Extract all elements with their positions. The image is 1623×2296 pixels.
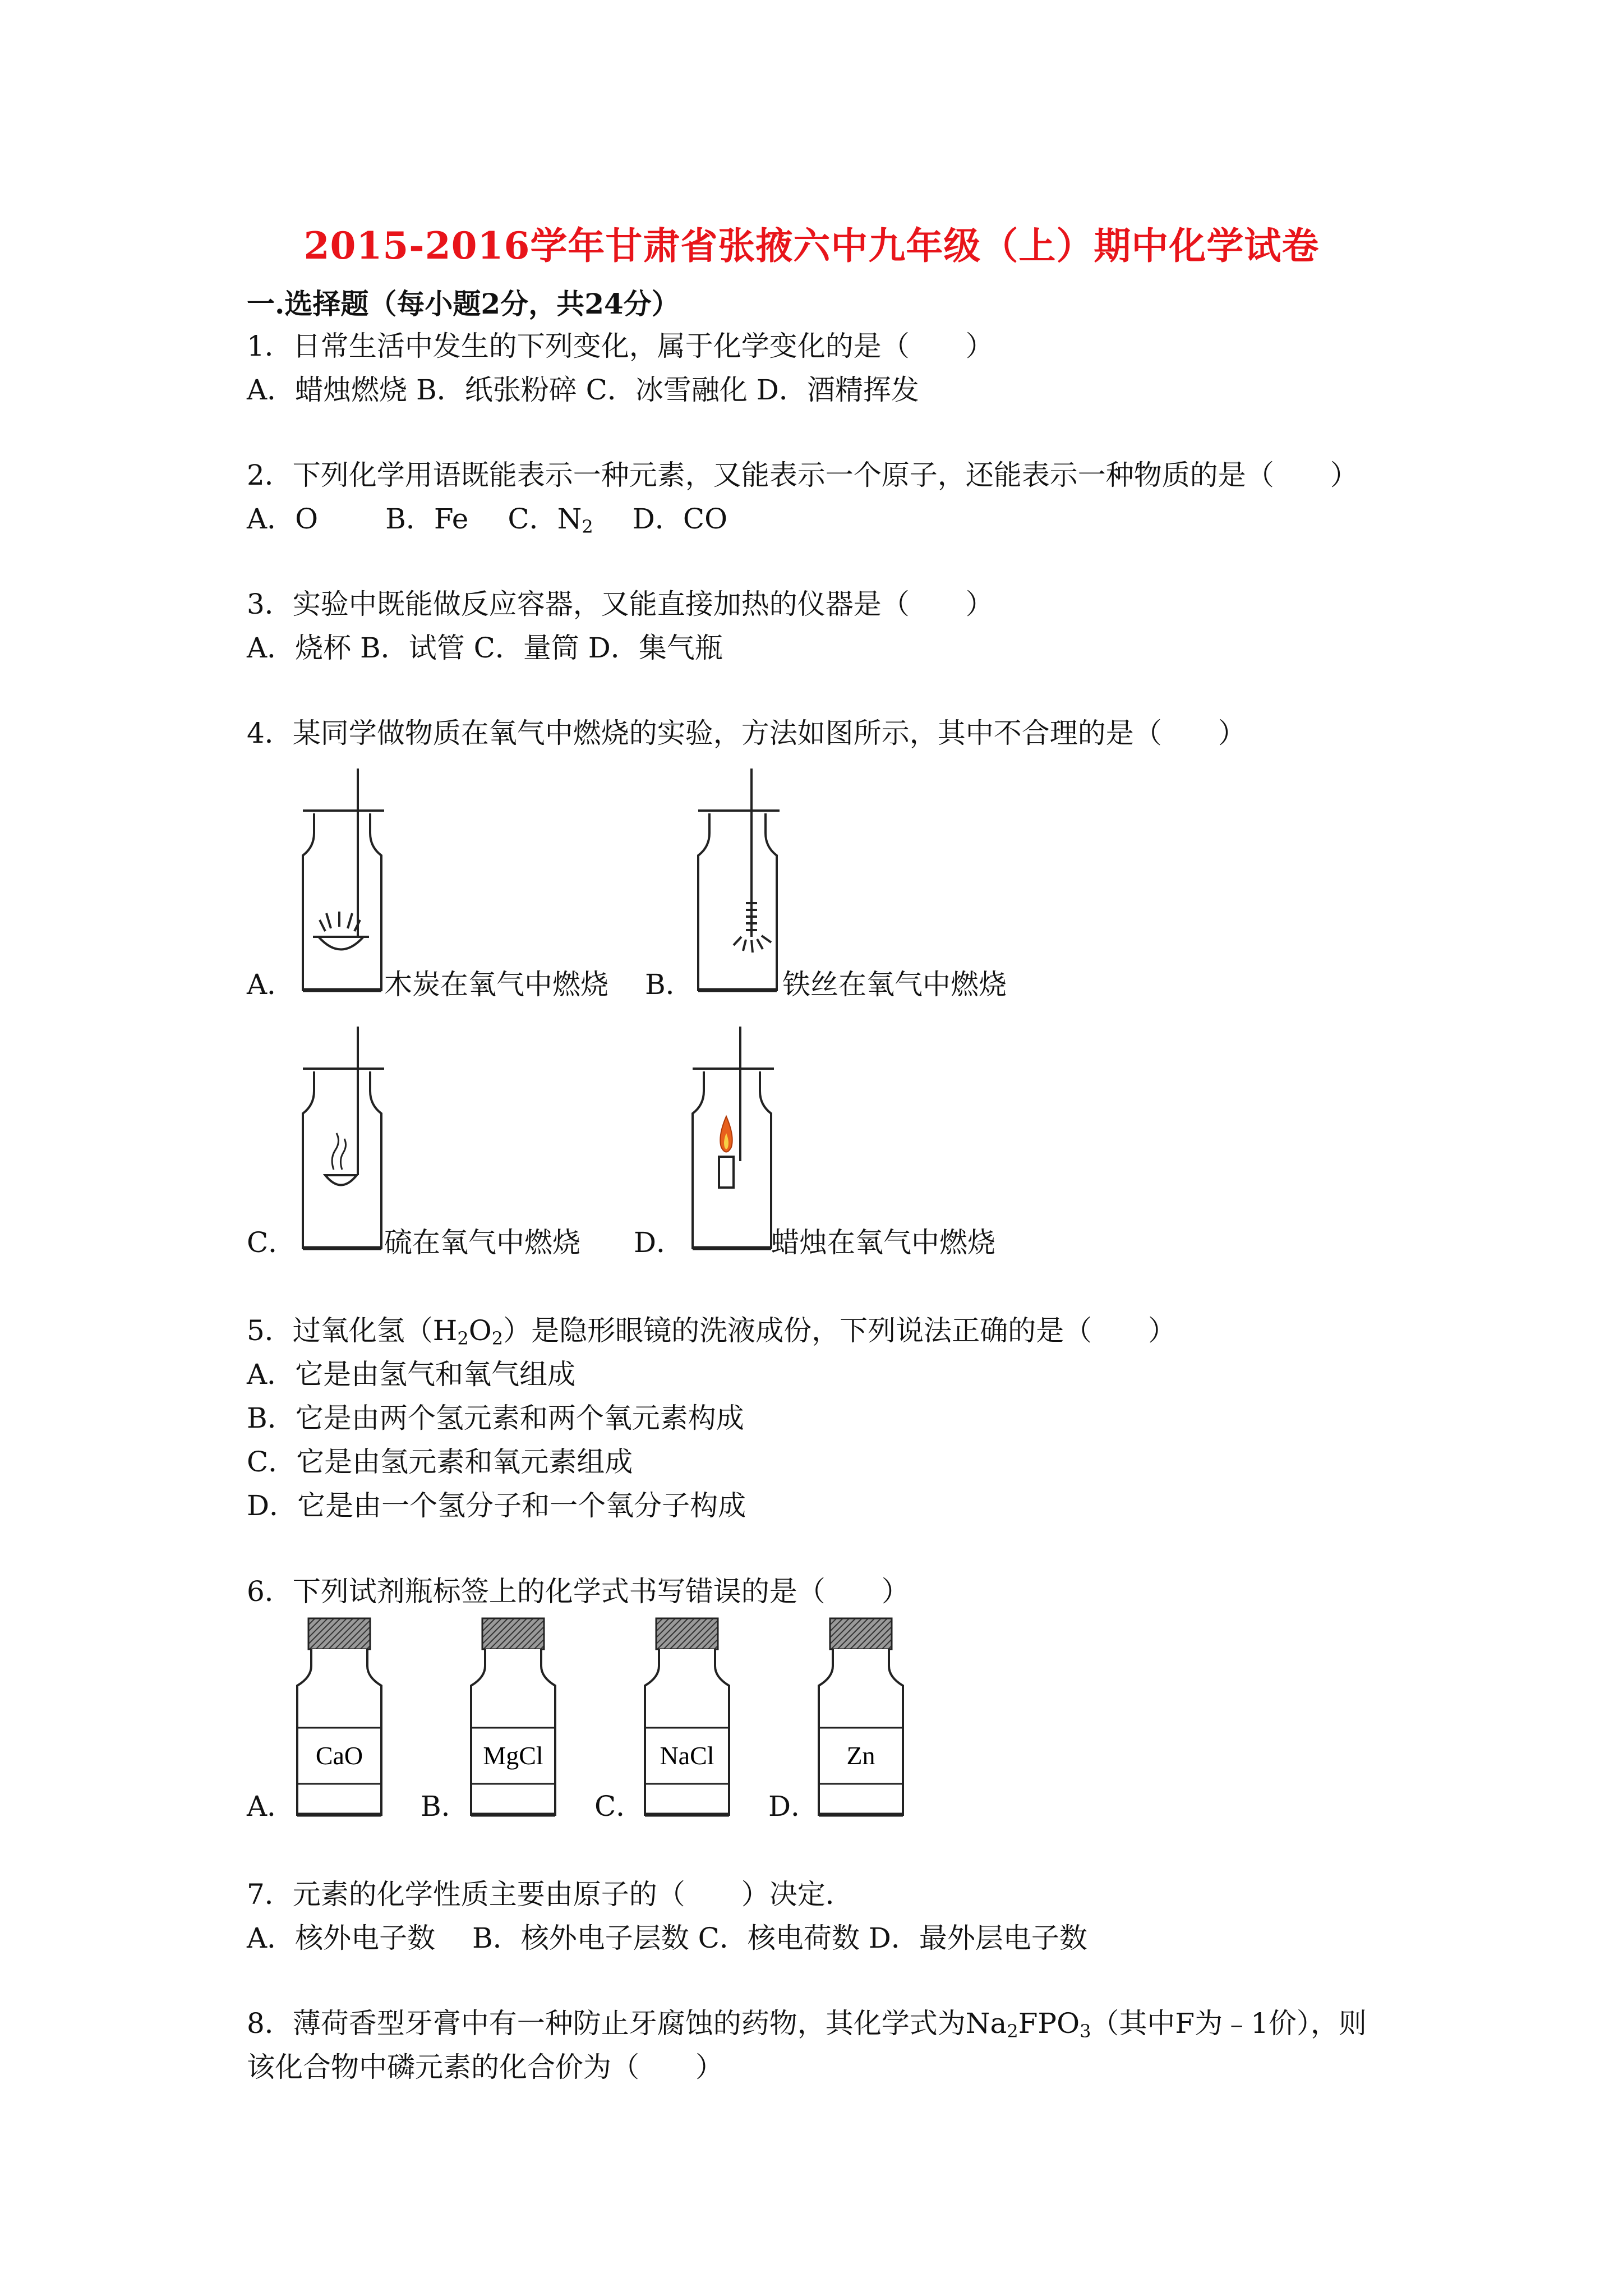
question-8-stem-continued: 该化合物中磷元素的化合价为（ ） <box>247 2051 723 2083</box>
option-b: B．Fe <box>385 503 469 535</box>
option-c-caption: 硫在氧气中燃烧 <box>384 1226 580 1259</box>
question-7-stem: 7．元素的化学性质主要由原子的（ ）决定． <box>247 1878 854 1911</box>
question-2-options <box>247 501 727 537</box>
option-letter-c: C． <box>594 1790 644 1823</box>
option-a: A．O <box>247 503 319 535</box>
bottle-label-c: NaCl <box>660 1741 714 1770</box>
charcoal-burning-bottle-figure <box>292 769 393 993</box>
option-a-letter: A． <box>247 968 296 1001</box>
reagent-bottle-b <box>465 1616 561 1818</box>
question-3-stem: 3．实验中既能做反应容器，又能直接加热的仪器是（ ） <box>247 588 994 620</box>
question-3-options: A．烧杯 B．试管 C．量筒 D．集气瓶 <box>247 632 723 664</box>
question-5-option-b: B．它是由两个氢元素和两个氧元素构成 <box>247 1402 744 1434</box>
question-6-stem: 6．下列试剂瓶标签上的化学式书写错误的是（ ） <box>247 1575 910 1608</box>
option-d-letter: D． <box>634 1226 685 1259</box>
iron-wire-burning-bottle-figure <box>690 769 791 993</box>
sulfur-burning-bottle-figure <box>292 1027 393 1251</box>
option-d: D．CO <box>632 503 728 535</box>
question-8-stem: 8．薄荷香型牙膏中有一种防止牙腐蚀的药物，其化学式为$Na_2FPO_3$（其中F为﹣1价），则 <box>247 2007 1367 2042</box>
bottle-label-a: CaO <box>315 1741 363 1770</box>
option-letter-a: A． <box>247 1790 296 1823</box>
option-b-letter: B． <box>645 968 694 1001</box>
question-5-option-a: A．它是由氢气和氧气组成 <box>247 1358 576 1391</box>
bottle-label-d: Zn <box>846 1741 875 1770</box>
section-heading: 一.选择题（每小题2分，共24分） <box>247 287 680 320</box>
question-7-options: A．核外电子数 B．核外电子层数 C．核电荷数 D．最外层电子数 <box>247 1922 1087 1954</box>
question-1-options: A．蜡烛燃烧 B．纸张粉碎 C．冰雪融化 D．酒精挥发 <box>247 374 919 406</box>
option-a-caption: 木炭在氧气中燃烧 <box>384 968 608 1001</box>
question-5-option-c: C．它是由氢元素和氧元素组成 <box>247 1446 633 1478</box>
option-c: C．$N_2$ <box>508 503 593 537</box>
option-b-caption: 铁丝在氧气中燃烧 <box>782 968 1007 1001</box>
option-letter-d: D． <box>768 1790 819 1823</box>
reagent-bottle-c <box>639 1616 735 1818</box>
question-5-stem: 5．过氧化氢$(H_2O_2)$是隐形眼镜的洗液成份，下列说法正确的是（ ） <box>247 1314 1177 1349</box>
page-title: 2015-2016学年甘肃省张掖六中九年级（上）期中化学试卷 <box>303 224 1320 268</box>
question-2-stem: 2．下列化学用语既能表示一种元素，又能表示一个原子，还能表示一种物质的是（ ） <box>247 459 1358 491</box>
reagent-bottle-a <box>292 1616 387 1818</box>
option-d-caption: 蜡烛在氧气中燃烧 <box>771 1226 995 1259</box>
question-4-stem: 4．某同学做物质在氧气中燃烧的实验，方法如图所示，其中不合理的是（ ） <box>247 717 1246 749</box>
option-letter-b: B． <box>421 1790 469 1823</box>
option-c-letter: C． <box>247 1226 297 1259</box>
bottle-label-b: MgCl <box>483 1741 543 1770</box>
reagent-bottle-d <box>813 1616 909 1818</box>
question-1-stem: 1．日常生活中发生的下列变化，属于化学变化的是（ ） <box>247 330 994 362</box>
question-5-option-d: D．它是由一个氢分子和一个氧分子构成 <box>247 1489 746 1522</box>
candle-burning-bottle-figure <box>684 1027 785 1251</box>
